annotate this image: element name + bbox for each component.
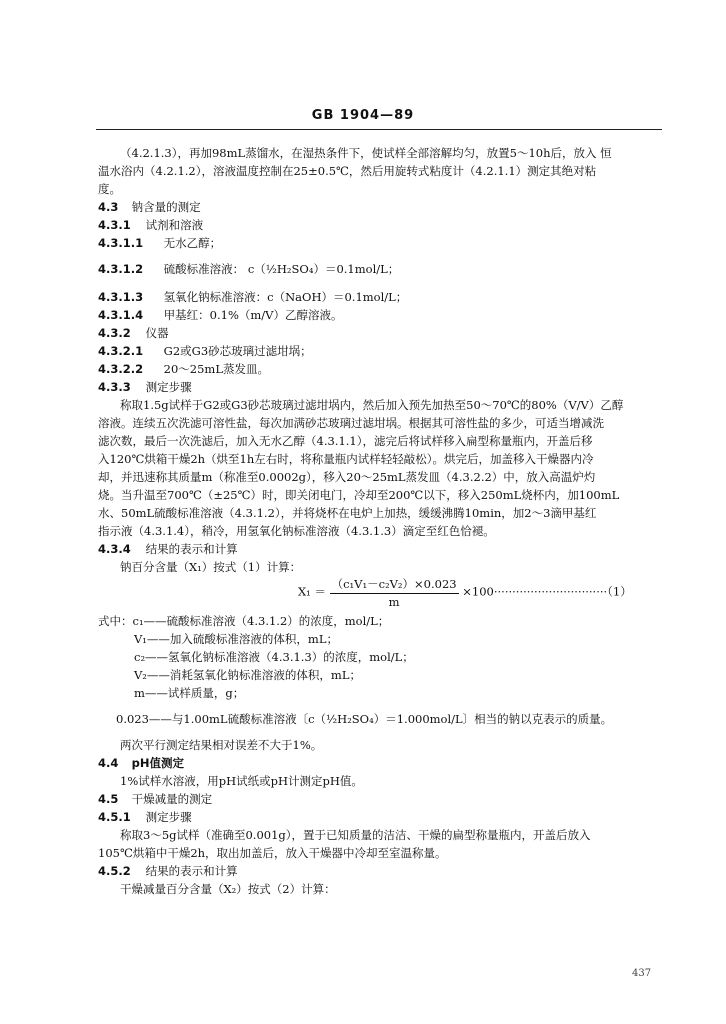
section-heading	[98, 810, 192, 825]
para-line: 水、50mL硫酸标准溶液（4.3.1.2），并将烧杯在电炉上加热，缓缓沸腾10min，加2～3滴甲基红	[98, 506, 597, 520]
para-line: 称取1.5g试样于G2或G3砂芯玻璃过滤坩埚内，然后加入预先加热至50～70℃的80%（V/V）乙醇	[120, 398, 624, 412]
concentration-formula: 〔c（½H₂SO₄）＝1.000mol/L〕	[296, 712, 475, 726]
formula-denominator: m	[388, 595, 400, 609]
section-title: 钠含量的测定	[131, 200, 201, 214]
section-title: 结果的表示和计算	[145, 864, 238, 878]
para-line: 两次平行测定结果相对误差不大于1%。	[120, 738, 323, 752]
section-number: 4.3.1	[98, 218, 131, 232]
item-text: G2或G3砂芯玻璃过滤坩埚；	[163, 344, 312, 358]
section-number: 4.3.1.2	[98, 262, 144, 276]
para-line	[116, 712, 612, 727]
formula-lhs: X₁ ＝	[298, 584, 326, 599]
para-segment: 相当的钠以克表示的质量。	[474, 712, 613, 726]
standard-code-header: GB 1904—89	[311, 108, 415, 123]
section-item	[98, 236, 221, 251]
section-number: 4.3	[98, 200, 119, 214]
section-number: 4.5.2	[98, 864, 131, 878]
section-title: 结果的表示和计算	[145, 542, 238, 556]
section-number: 4.5	[98, 792, 119, 806]
section-number: 4.3.3	[98, 380, 131, 394]
formula-1	[298, 576, 632, 609]
where-line: c₂——氢氧化钠标准溶液（4.3.1.3）的浓度，mol/L；	[134, 650, 414, 664]
section-item	[98, 344, 312, 359]
section-item	[98, 290, 407, 305]
para-line: 105℃烘箱中干燥2h，取出加盖后，放入干燥器中冷却至室温称量。	[98, 846, 447, 860]
section-title: 测定步骤	[145, 380, 192, 394]
section-number: 4.3.2.1	[98, 344, 144, 358]
page-number: 437	[632, 968, 652, 979]
formula-tail: ×100·······························（1）	[462, 584, 632, 599]
para-line: 指示液（4.3.1.4），稍冷，用氢氧化钠标准溶液（4.3.1.3）滴定至红色恰褪。	[98, 524, 495, 538]
concentration-formula: c（½H₂SO₄）＝0.1mol/L；	[247, 262, 400, 276]
para-line: 滤次数，最后一次洗滤后，加入无水乙醇（4.3.1.1），滤完后将试样移入扁型称量瓶内，开盖后移	[98, 434, 593, 448]
para-segment: 0.023——与1.00mL硫酸标准溶液	[116, 712, 297, 726]
section-heading	[98, 218, 203, 233]
section-number: 4.3.2.2	[98, 362, 144, 376]
formula-fraction	[330, 576, 459, 609]
section-title: pH值测定	[131, 756, 185, 770]
section-item	[98, 262, 399, 277]
section-title: 试剂和溶液	[145, 218, 204, 232]
section-heading	[98, 864, 238, 879]
section-number: 4.3.2	[98, 326, 131, 340]
section-heading	[98, 542, 238, 557]
section-heading	[98, 792, 212, 807]
para-line: 溶液。连续五次洗滤可溶性盐，每次加满砂芯玻璃过滤坩埚。根据其可溶性盐的多少，可适当增减洗	[98, 416, 604, 430]
where-line: V₁——加入硫酸标准溶液的体积，mL；	[134, 632, 338, 646]
item-text: 无水乙醇；	[163, 236, 222, 250]
section-number: 4.3.1.3	[98, 290, 144, 304]
item-text: 20～25mL蒸发皿。	[163, 362, 269, 376]
section-item	[98, 362, 269, 377]
section-heading	[98, 380, 192, 395]
section-title: 测定步骤	[145, 810, 192, 824]
para-line: 烧。当升温至700℃（±25℃）时，即关闭电门，冷却至200℃以下，移入250mL烧杯内，加100mL	[98, 488, 620, 502]
para-line: 度。	[98, 182, 121, 196]
section-title: 仪器	[145, 326, 169, 340]
para-line: 钠百分含量（X₁）按式（1）计算：	[120, 560, 302, 574]
formula-numerator: （c₁V₁－c₂V₂）×0.023	[330, 576, 459, 594]
section-title: 干燥减量的测定	[131, 792, 213, 806]
where-line: V₂——消耗氢氧化钠标准溶液的体积，mL；	[134, 668, 361, 682]
para-line: （4.2.1.3），再加98mL蒸馏水，在湿热条件下，使试样全部溶解均匀，放置5～10h后，放入 恒	[120, 146, 612, 160]
section-item	[98, 308, 342, 323]
item-text: 氢氧化钠标准溶液：c（NaOH）＝0.1mol/L；	[163, 290, 408, 304]
para-line: 温水浴内（4.2.1.2），溶液温度控制在25±0.5℃，然后用旋转式粘度计（4.2.1.1）测定其绝对粘	[98, 164, 597, 178]
para-line: 干燥减量百分含量（X₂）按式（2）计算：	[120, 882, 336, 896]
item-text: 甲基红：0.1%（m/V）乙醇溶液。	[163, 308, 343, 322]
section-number: 4.5.1	[98, 810, 131, 824]
section-number: 4.3.1.4	[98, 308, 144, 322]
item-text: 硫酸标准溶液：	[163, 262, 245, 276]
header-rule	[96, 129, 662, 130]
section-heading	[98, 326, 169, 341]
section-heading	[98, 756, 184, 771]
where-line: m——试样质量，g；	[134, 686, 245, 700]
section-number: 4.4	[98, 756, 119, 770]
para-line: 称取3～5g试样（准确至0.001g），置于已知质量的洁洁、干燥的扁型称量瓶内，开盖后放入	[120, 828, 591, 842]
section-number: 4.3.4	[98, 542, 131, 556]
section-heading	[98, 200, 201, 215]
section-number: 4.3.1.1	[98, 236, 144, 250]
para-line: 入120℃烘箱干燥2h（烘至1h左右时，将称量瓶内试样轻轻敲松）。烘完后，加盖移入干燥器内冷	[98, 452, 594, 466]
para-line: 1%试样水溶液，用pH试纸或pH计测定pH值。	[120, 774, 363, 788]
para-line: 却，并迅速称其质量m（称准至0.0002g），移入20～25mL蒸发皿（4.3.2.2）中，放入高温炉灼	[98, 470, 596, 484]
where-line: 式中：c₁——硫酸标准溶液（4.3.1.2）的浓度，mol/L；	[98, 614, 390, 628]
